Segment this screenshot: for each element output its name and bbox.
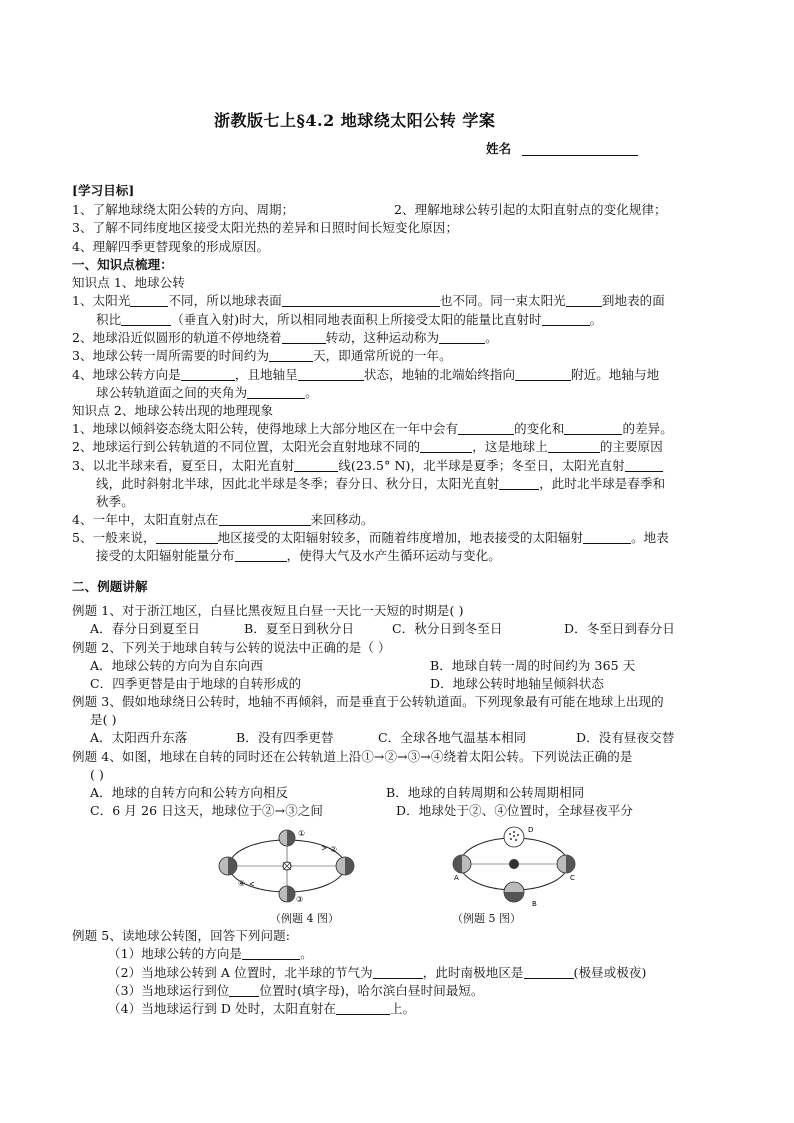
fill-blank[interactable] xyxy=(130,294,168,307)
fill-blank[interactable] xyxy=(269,349,313,362)
ex1-option-a[interactable]: A．春分日到夏至日 xyxy=(90,621,200,636)
earth-icon xyxy=(279,830,295,846)
sun-icon xyxy=(509,859,519,869)
objective-3: 3、了解不同纬度地区接受太阳光热的差异和日照时间长短变化原因； xyxy=(72,220,459,235)
ex2-option-d[interactable]: D．地球公转时地轴呈倾斜状态 xyxy=(430,676,604,691)
figure-5-label: B xyxy=(532,900,537,908)
kp2-line4: 线，此时斜射北半球，因此北半球是冬季；春分日、秋分日，太阳光直射 ，此时北半球是春季和 xyxy=(96,476,666,491)
figure-4-label: ② xyxy=(330,845,338,854)
ex3-question-cont: 是( ) xyxy=(90,712,117,727)
earth-icon xyxy=(219,857,237,875)
figure-5-label: A xyxy=(454,874,459,882)
objective-4: 4、理解四季更替现象的形成原因。 xyxy=(72,239,270,254)
ex5-question: 例题 5、读地球公转图，回答下列问题: xyxy=(72,928,291,943)
kp1-title: 知识点 1、地球公转 xyxy=(72,275,185,290)
fill-blank[interactable] xyxy=(282,331,326,344)
kp2-line2: 2、地球运行到公转轨道的不同位置，太阳光会直射地球不同的 ，这是地球上 的主要原因 xyxy=(72,439,663,454)
kp1-line2: 积比 （垂直入射)时大，所以相同地表面积上所接受太阳的能量比直射时 。 xyxy=(96,312,603,327)
objectives-heading: [学习目标] xyxy=(72,183,135,198)
fill-blank[interactable] xyxy=(542,313,590,326)
ex4-option-d[interactable]: D．地球处于②、④位置时，全球昼夜平分 xyxy=(396,803,633,818)
ex5-sub-1: （1）地球公转的方向是 。 xyxy=(108,946,313,961)
figure-5-diagram xyxy=(448,822,584,908)
objective-1: 1、了解地球绕太阳公转的方向、周期； xyxy=(72,202,295,217)
figure-4-label: ④ xyxy=(238,879,246,888)
ex3-option-a[interactable]: A．太阳西升东落 xyxy=(90,730,188,745)
kp2-line3: 3、以北半球来看，夏至日，太阳光直射 线(23.5° N)，北半球是夏季；冬至日，太阳光直射 xyxy=(72,459,663,473)
fill-blank[interactable] xyxy=(336,1002,390,1015)
fill-blank[interactable] xyxy=(625,459,663,472)
fill-blank[interactable] xyxy=(458,422,514,435)
earth-icon xyxy=(453,855,471,873)
fill-blank[interactable] xyxy=(247,386,305,399)
kp1-line1: 1、太阳光 不同，所以地球表面 也不同。同一束太阳光 到地表的面 xyxy=(72,293,665,308)
fill-blank[interactable] xyxy=(583,531,631,544)
figure-5-label: C xyxy=(570,874,575,882)
ex1-question: 例题 1、对于浙江地区，白昼比黑夜短且白昼一天比一天短的时期是( ) xyxy=(72,603,464,618)
ex3-question: 例题 3、假如地球绕日公转时，地轴不再倾斜，而是垂直于公转轨道面。下列现象最有可能在地球上出现的 xyxy=(72,694,664,709)
fill-blank[interactable] xyxy=(298,368,364,381)
fill-blank[interactable] xyxy=(564,422,622,435)
fill-blank[interactable] xyxy=(515,368,571,381)
kp2-line6: 4、一年中，太阳直射点在 来回移动。 xyxy=(72,512,374,527)
fill-blank[interactable] xyxy=(282,294,440,307)
fill-blank[interactable] xyxy=(181,368,235,381)
fill-blank[interactable] xyxy=(420,440,472,453)
ex1-option-c[interactable]: C．秋分日到冬至日 xyxy=(392,621,503,636)
fill-blank[interactable] xyxy=(373,966,423,979)
ex3-option-d[interactable]: D．没有昼夜交替 xyxy=(576,730,675,745)
fill-blank[interactable] xyxy=(229,984,259,997)
ex4-option-c[interactable]: C．6 月 26 日这天，地球位于②→③之间 xyxy=(90,803,324,818)
earth-icon xyxy=(279,886,295,902)
ex3-option-b[interactable]: B．没有四季更替 xyxy=(236,730,334,745)
kp1-line5: 4、地球公转方向是 ，且地轴呈 状态，地轴的北端始终指向 附近。地轴与地 xyxy=(72,367,660,382)
ex5-sub-2: （2）当地球公转到 A 位置时，北半球的节气为 ，此时南极地区是 (极昼或极夜) xyxy=(108,965,647,980)
kp2-line5: 秋季。 xyxy=(96,494,134,509)
fill-blank[interactable] xyxy=(439,331,485,344)
figure-5-caption: （例题 5 图） xyxy=(452,912,521,925)
figure-4-label: ③ xyxy=(296,895,304,904)
earth-icon xyxy=(557,855,575,873)
earth-icon xyxy=(504,882,524,902)
ex3-option-c[interactable]: C．全球各地气温基本相同 xyxy=(378,730,527,745)
name-input[interactable] xyxy=(522,143,638,156)
kp1-line4: 3、地球公转一周所需要的时间约为 天，即通常所说的一年。 xyxy=(72,348,452,363)
fill-blank[interactable] xyxy=(156,531,218,544)
fill-blank[interactable] xyxy=(294,459,338,472)
ex2-question: 例题 2、下列关于地球自转与公转的说法中正确的是（ ） xyxy=(72,640,391,655)
ex4-option-a[interactable]: A．地球的自转方向和公转方向相反 xyxy=(90,785,289,800)
kp1-line3: 2、地球沿近似圆形的轨道不停地绕着 转动，这种运动称为 。 xyxy=(72,330,498,345)
ex5-sub-3: （3）当地球运行到位 位置时(填字母)，哈尔滨白昼时间最短。 xyxy=(108,983,484,998)
ex4-option-b[interactable]: B．地球的自转周期和公转周期相同 xyxy=(386,785,585,800)
kp1-line6: 球公转轨道面之间的夹角为 。 xyxy=(96,385,318,400)
fill-blank[interactable] xyxy=(524,966,574,979)
earth-icon xyxy=(504,827,524,847)
ex5-sub-4: （4）当地球运行到 D 处时，太阳直射在 上。 xyxy=(108,1001,416,1016)
ex4-question: 例题 4、如图，地球在自转的同时还在公转轨道上沿①→②→③→④绕着太阳公转。下列说法正确的是 xyxy=(72,749,633,764)
ex2-option-c[interactable]: C．四季更替是由于地球的自转形成的 xyxy=(90,676,302,691)
kp2-title: 知识点 2、地球公转出现的地理现象 xyxy=(72,403,274,418)
ex4-question-cont: ( ) xyxy=(90,767,105,782)
section1-heading: 一、知识点梳理： xyxy=(72,257,173,272)
fill-blank[interactable] xyxy=(499,477,539,490)
fill-blank[interactable] xyxy=(235,549,287,562)
kp2-line8: 接受的太阳辐射能量分布 ，使得大气及水产生循环运动与变化。 xyxy=(96,548,501,563)
ex2-option-b[interactable]: B．地球自转一周的时间约为 365 天 xyxy=(430,658,636,673)
page-title: 浙教版七上§4.2 地球绕太阳公转 学案 xyxy=(214,111,496,130)
ex2-option-a[interactable]: A．地球公转的方向为自东向西 xyxy=(90,658,263,673)
section2-heading: 二、例题讲解 xyxy=(72,579,148,594)
figure-4-diagram xyxy=(214,824,360,908)
figure-4-caption: （例题 4 图） xyxy=(270,912,339,925)
fill-blank[interactable] xyxy=(548,440,600,453)
fill-blank[interactable] xyxy=(566,294,602,307)
name-label: 姓名 xyxy=(486,141,512,156)
figure-4-label: ① xyxy=(298,829,306,838)
ex1-option-d[interactable]: D．冬至日到春分日 xyxy=(564,621,675,636)
ex1-option-b[interactable]: B．夏至日到秋分日 xyxy=(244,621,355,636)
figure-5-label: D xyxy=(528,826,534,834)
objective-2: 2、理解地球公转引起的太阳直射点的变化规律； xyxy=(394,202,667,217)
fill-blank[interactable] xyxy=(219,513,311,526)
fill-blank[interactable] xyxy=(242,947,300,960)
earth-icon xyxy=(336,857,354,875)
kp2-line1: 1、地球以倾斜姿态绕太阳公转，使得地球上大部分地区在一年中会有 的变化和 的差异。 xyxy=(72,421,673,436)
fill-blank[interactable] xyxy=(121,313,171,326)
kp2-line7: 5、一般来说， 地区接受的太阳辐射较多，而随着纬度增加，地表接受的太阳辐射 。地表 xyxy=(72,530,669,545)
